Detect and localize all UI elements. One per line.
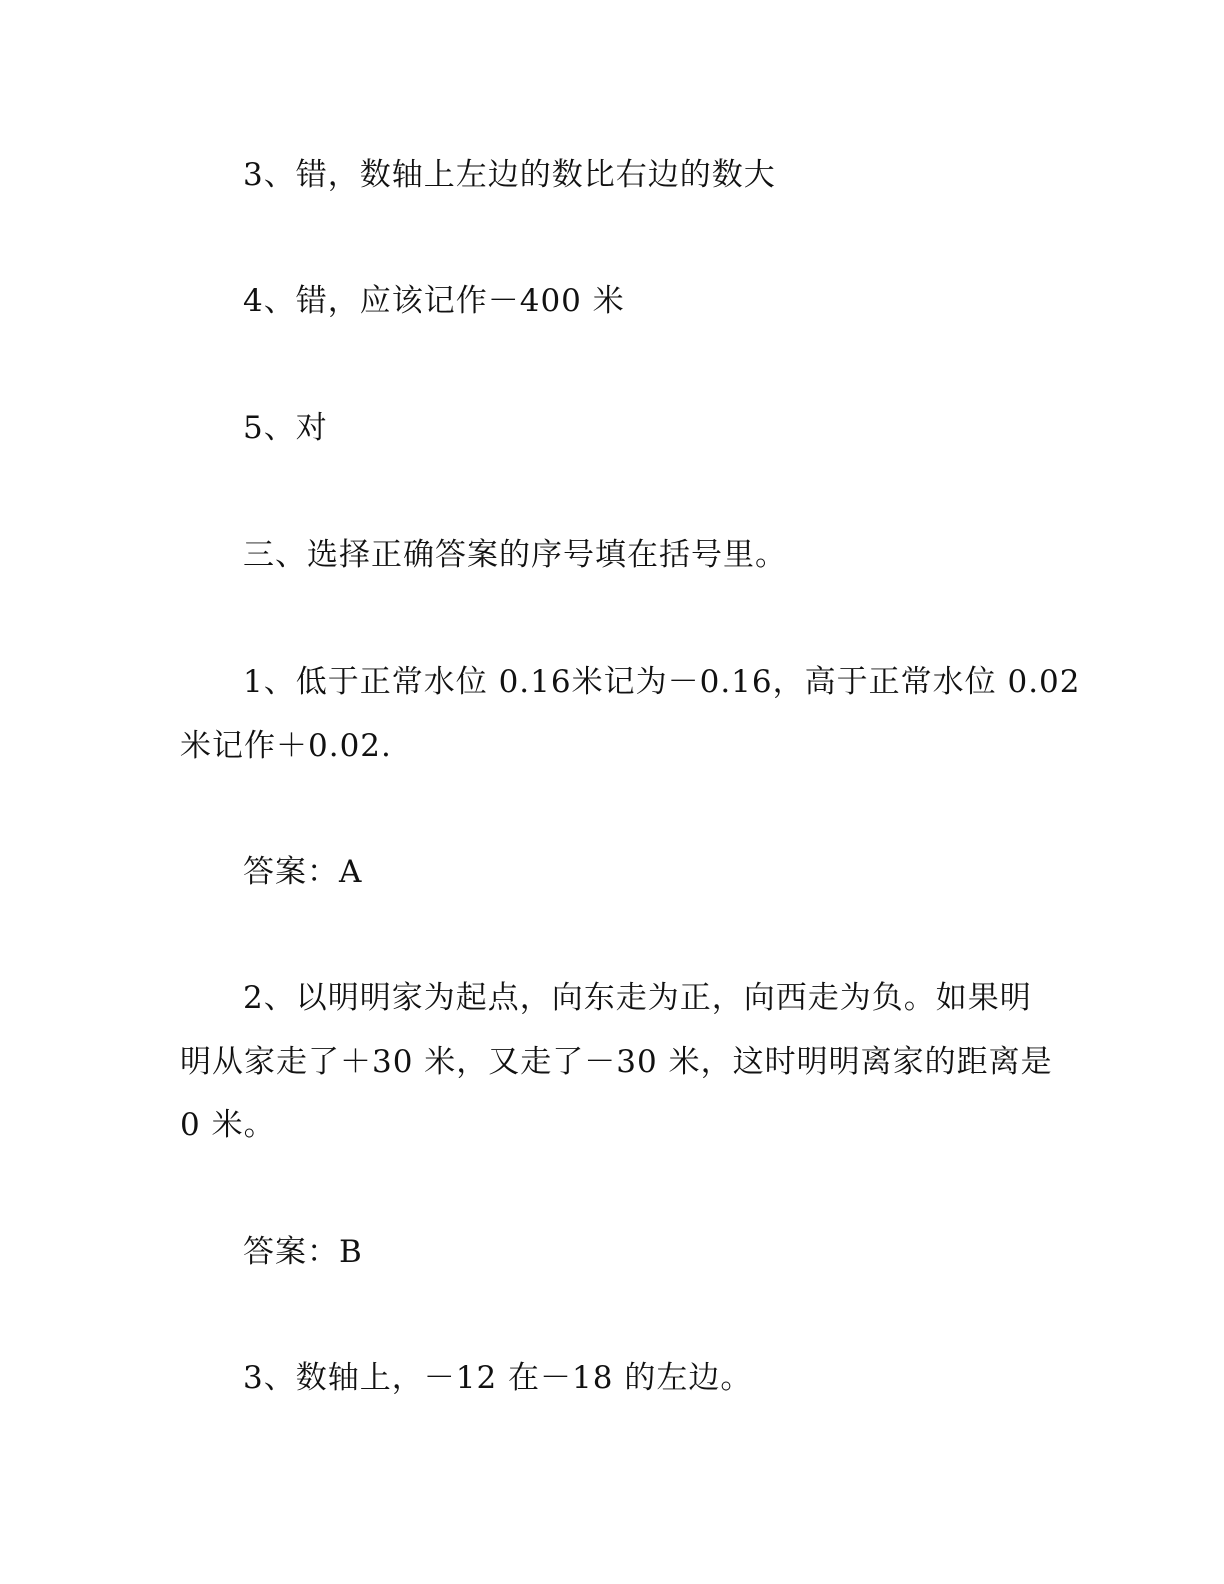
text-line: 1、低于正常水位 0.16米记为－0.16，高于正常水位 0.02 (243, 664, 1081, 700)
answer-line: 答案：B (243, 1234, 363, 1270)
text-line: 米记作＋0.02. (180, 728, 392, 764)
text-line: 3、数轴上，－12 在－18 的左边。 (243, 1360, 753, 1396)
text-line: 5、对 (243, 410, 328, 446)
text-line: 明从家走了＋30 米，又走了－30 米，这时明明离家的距离是 (180, 1044, 1053, 1080)
text-line: 4、错，应该记作－400 米 (243, 283, 625, 319)
text-line: 3、错，数轴上左边的数比右边的数大 (243, 157, 776, 193)
section-heading: 三、选择正确答案的序号填在括号里。 (243, 537, 787, 573)
text-line: 0 米。 (180, 1107, 276, 1143)
text-line: 2、以明明家为起点，向东走为正，向西走为负。如果明 (243, 980, 1032, 1016)
answer-line: 答案：A (243, 854, 363, 890)
